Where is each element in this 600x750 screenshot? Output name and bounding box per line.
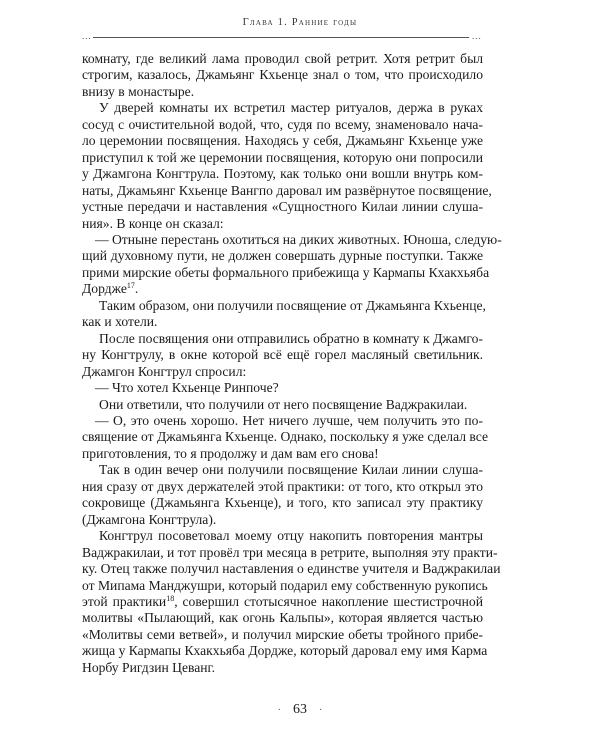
text-line xyxy=(82,133,483,149)
text-line-content: — Отныне перестань охотиться на диких животных. Юноша, следую- xyxy=(95,231,502,247)
text-line xyxy=(82,314,483,330)
text-line-content: Дордже xyxy=(82,281,127,297)
text-line xyxy=(82,577,488,594)
text-line xyxy=(82,528,483,544)
text-line xyxy=(82,413,483,429)
footnote-marker: 18 xyxy=(166,593,175,603)
footnote-marker: 17 xyxy=(126,281,135,291)
text-line xyxy=(82,643,488,659)
text-line-content: ку. Отец также получил наставления о единстве учителя и Ваджракилаи xyxy=(82,561,501,577)
text-line-content: щий духовному пути, не должен совершать дурные поступки. Также xyxy=(82,248,483,264)
text-line xyxy=(82,544,498,561)
text-line xyxy=(82,100,483,116)
text-line-content: ло церемонии посвящения. Находясь у себя, Джамьянг Кхьенце уже xyxy=(82,133,483,149)
header-dots-right: ... xyxy=(472,31,482,41)
text-line xyxy=(82,67,483,83)
text-line-content: строгим, казалось, Джамьянг Кхьенце знал о том, что происходило xyxy=(82,67,483,83)
text-line xyxy=(82,610,483,626)
text-line xyxy=(82,594,483,610)
text-line-content: устные передачи и наставления «Сущностного Килаи линии слуша- xyxy=(82,199,483,215)
text-line-content: — Что хотел Кхьенце Ринпоче? xyxy=(95,380,279,396)
text-line-content: молитвы «Пылающий, как огонь Кальпы», которая является частью xyxy=(82,610,483,626)
text-line xyxy=(82,331,483,347)
text-line-content: (Джамгона Конгтрула). xyxy=(82,511,217,527)
text-line-content: жища у Кармапы Кхакхьяба Дордже, который даровал ему имя Карма xyxy=(82,643,488,659)
text-line xyxy=(82,216,483,232)
text-line-content: — О, это очень хорошо. Нет ничего лучше, чем получить это по- xyxy=(95,412,483,428)
footer-dot-left: · xyxy=(277,705,281,716)
text-line xyxy=(82,199,483,215)
body-text xyxy=(82,51,502,676)
text-line xyxy=(82,347,483,363)
text-line xyxy=(82,281,483,297)
text-line-content: ния». В конце он сказал: xyxy=(82,215,224,231)
text-line xyxy=(82,248,483,264)
text-line xyxy=(82,380,483,396)
text-line-content: комнату, где великий лама проводил свой ретрит. Хотя ретрит был xyxy=(82,51,483,66)
text-line-content: Джамгон Конгтрул спросил: xyxy=(82,363,247,379)
text-line-content: наты, Джамьянг Кхьенце Вангпо даровал им развёрнутое посвящение, xyxy=(82,182,492,198)
text-line xyxy=(82,297,486,314)
text-line-continuation: , совершил стотысячное накопление шестистрочной xyxy=(174,593,483,609)
text-line xyxy=(82,660,483,676)
text-line-content: У дверей комнаты их встретил мастер ритуалов, держа в руках xyxy=(99,100,483,116)
text-line xyxy=(82,364,483,380)
text-line-continuation: . xyxy=(134,281,139,297)
text-line xyxy=(82,561,501,577)
text-line-content: Таким образом, они получили посвящение от Джамьянга Кхьенце, xyxy=(99,297,486,313)
text-line xyxy=(82,182,492,199)
text-line-content: этой практики xyxy=(82,593,167,609)
text-line xyxy=(82,397,483,413)
text-line xyxy=(82,495,483,511)
text-line xyxy=(82,429,488,445)
header-dots-left: ... xyxy=(82,31,92,41)
text-line-content: прими мирские обеты формального прибежища у Кармапы Кхакхьяба xyxy=(82,264,490,280)
text-line xyxy=(82,479,483,495)
text-line-content: ния сразу от двух держателей этой практики: от того, кто открыл это xyxy=(82,478,483,494)
text-line-content: Конгтрул посоветовал моему отцу накопить повторения мантры xyxy=(99,528,483,544)
text-line-content: сокровище (Джамьянга Кхьенце), и того, кто записал эту практику xyxy=(82,495,483,511)
text-line-content: от Мипама Манджушри, который подарил ему собственную рукопись xyxy=(82,577,488,593)
text-line-content: ну Конгтрулу, в окне которой всё ещё горел масляный светильник. xyxy=(82,347,483,363)
text-line-content: у Джамгона Конгтрула. Поэтому, как только они вошли внутрь ком- xyxy=(82,166,483,182)
text-line-content: как и хотели. xyxy=(82,314,158,330)
text-line-content: Ваджракилаи, и тот провёл три месяца в ретрите, выполняя эту практи- xyxy=(82,544,498,560)
text-line-content: После посвящения они отправились обратно в комнату к Джамго- xyxy=(99,330,483,346)
text-line-content: приготовления, то я продолжу и дам вам его снова! xyxy=(82,445,379,461)
text-line xyxy=(82,264,490,281)
text-line-content: сосуд с очистительной водой, что, судя по всему, знаменовало нача- xyxy=(82,116,483,132)
text-line xyxy=(82,446,483,462)
page-number: 63 xyxy=(293,702,307,717)
footer-dot-right: · xyxy=(319,705,323,716)
text-line-content: «Молитвы семи ветвей», и получил мирские обеты тройного прибе- xyxy=(82,626,483,642)
header-rule xyxy=(93,37,469,38)
text-line-content: Норбу Ригдзин Цеванг. xyxy=(82,659,215,675)
text-line-content: приступил к той же церемонии посвящения, которую они попросили xyxy=(82,149,483,165)
text-line xyxy=(82,166,483,182)
text-line-content: Они ответили, что получили от него посвящение Ваджракилаи. xyxy=(99,396,468,412)
text-line xyxy=(82,627,483,643)
page-footer xyxy=(0,702,600,718)
text-line-content: священие от Джамьянга Кхьенце. Однако, поскольку я уже сделал все xyxy=(82,429,488,445)
text-line xyxy=(82,117,483,133)
running-header: Глава 1. Ранние годы xyxy=(242,17,358,28)
text-line xyxy=(82,150,483,166)
text-line xyxy=(82,231,502,248)
text-line xyxy=(82,512,483,528)
text-line xyxy=(82,462,483,478)
text-line xyxy=(82,51,483,67)
text-line-content: внизу в монастыре. xyxy=(82,83,195,99)
text-line-content: Так в один вечер они получили посвящение Килаи линии слуша- xyxy=(99,462,483,478)
text-line xyxy=(82,84,483,100)
